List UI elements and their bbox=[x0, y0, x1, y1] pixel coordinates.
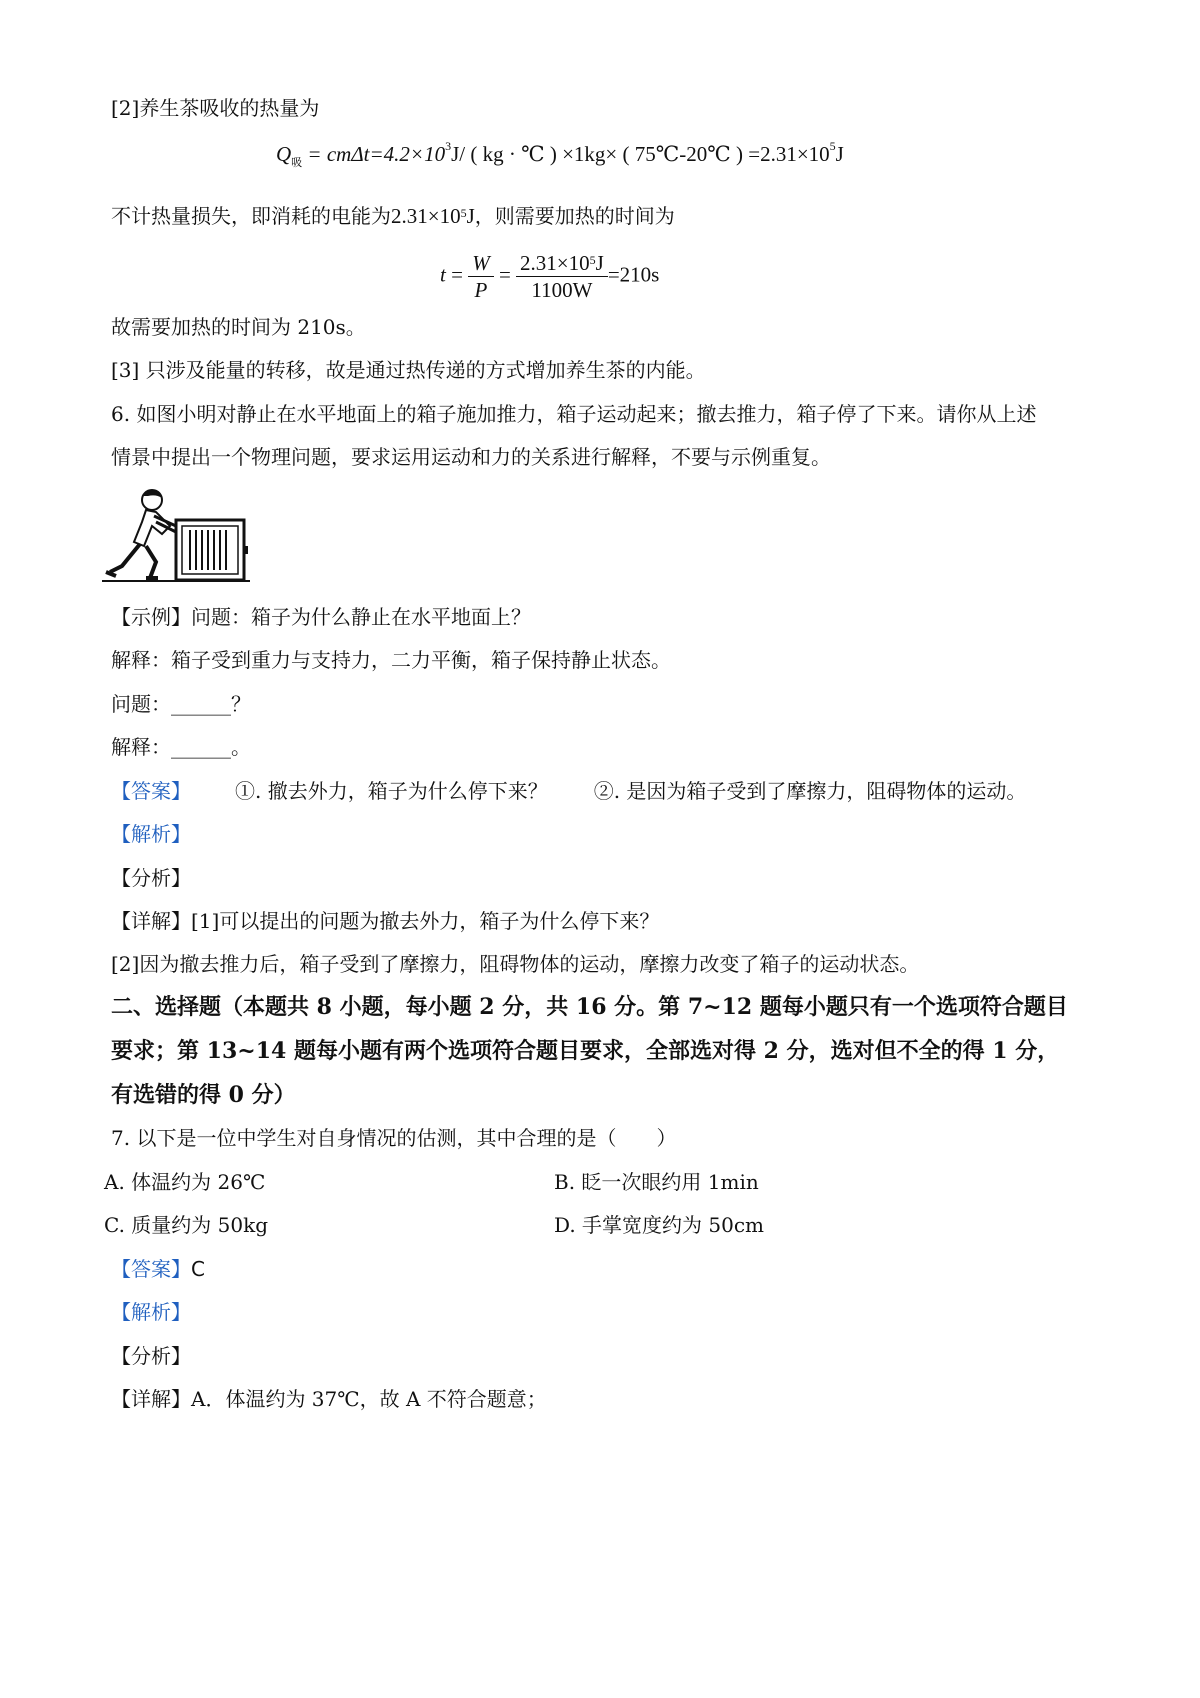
eq2-fraction-2 bbox=[516, 250, 608, 303]
eq2-den2: 1100W bbox=[531, 278, 593, 302]
detail-6-line-2: [2]因为撤去推力后，箱子受到了摩擦力，阻碍物体的运动，摩擦力改变了箱子的运动状态。 bbox=[111, 952, 920, 976]
fenxi-7-tag: 【分析】 bbox=[111, 1344, 191, 1368]
heat-equation bbox=[276, 139, 844, 170]
answer-6-part-1: ①. 撤去外力，箱子为什么停下来？ bbox=[235, 779, 548, 803]
question-6-line-2: 情景中提出一个物理问题，要求运用运动和力的关系进行解释，不要与示例重复。 bbox=[111, 445, 831, 469]
line2-unit: J bbox=[466, 204, 475, 228]
eq2-num2-unit: J bbox=[595, 251, 604, 275]
question-7: 7. 以下是一位中学生对自身情况的估测，其中合理的是（ ） bbox=[111, 1126, 677, 1150]
section-heading-line-2: 要求；第 13~14 题每小题有两个选项符合题目要求，全部选对得 2 分，选对但不全的得 1 分， bbox=[111, 1038, 1060, 1064]
eq2-num2-exp: 5 bbox=[589, 253, 596, 267]
example-explanation: 解释：箱子受到重力与支持力，二力平衡，箱子保持静止状态。 bbox=[111, 648, 671, 672]
option-d: D. 手掌宽度约为 50cm bbox=[554, 1213, 765, 1237]
question-6-line-1: 6. 如图小明对静止在水平地面上的箱子施加推力，箱子运动起来；撤去推力，箱子停了下来。请你从上述 bbox=[111, 402, 1037, 426]
section-heading-line-3: 有选错的得 0 分） bbox=[111, 1082, 296, 1108]
text-line: [3] 只涉及能量的转移，故是通过热传递的方式增加养生茶的内能。 bbox=[111, 358, 706, 382]
text-line bbox=[111, 202, 675, 230]
option-a: A. 体温约为 26℃ bbox=[104, 1170, 266, 1194]
line2-value bbox=[391, 204, 475, 228]
section-heading-line-1: 二、选择题（本题共 8 小题，每小题 2 分，共 16 分。第 7~12 题每小题只有一个选项符合题目 bbox=[111, 994, 1068, 1020]
eq-rest: J/ ( kg · ℃ ) ×1kg× ( 75℃-20℃ ) =2.31×10 bbox=[451, 142, 830, 166]
analysis-7-tag: 【解析】 bbox=[111, 1300, 191, 1324]
line2-number: 2.31×10 bbox=[391, 204, 461, 228]
eq-end: J bbox=[835, 142, 844, 166]
eq-q-symbol: Q bbox=[276, 142, 292, 166]
answer-7-tag: 【答案】 bbox=[111, 1257, 191, 1281]
eq-q-subscript: 吸 bbox=[291, 157, 303, 170]
eq2-result: =210s bbox=[607, 262, 660, 287]
line2-tail: ，则需要加热的时间为 bbox=[474, 204, 675, 228]
eq2-fraction-1 bbox=[468, 250, 494, 303]
eq-exp-2: 5 bbox=[829, 139, 836, 153]
answer-6 bbox=[111, 777, 1026, 805]
answer-6-part-2: ②. 是因为箱子受到了摩擦力，阻碍物体的运动。 bbox=[593, 779, 1027, 803]
eq2-t: t bbox=[440, 262, 446, 287]
eq2-num1: W bbox=[468, 250, 494, 277]
fenxi-tag: 【分析】 bbox=[111, 866, 191, 890]
line2-text: 不计热量损失，即消耗的电能为 bbox=[111, 204, 391, 228]
analysis-tag: 【解析】 bbox=[111, 822, 191, 846]
eq-body: = cmΔt=4.2×10 bbox=[302, 142, 446, 166]
option-b: B. 眨一次眼约用 1min bbox=[554, 1170, 759, 1194]
blank-explanation: 解释：______。 bbox=[111, 735, 251, 759]
text-line: [2]养生茶吸收的热量为 bbox=[111, 96, 320, 120]
line2-exponent: 5 bbox=[460, 206, 467, 220]
answer-7-value: C bbox=[191, 1257, 205, 1281]
time-equation: t = $\frac{W}{P}$ = $\frac{2.31\times 10^5J}{1100W}$ =210s bbox=[440, 251, 660, 302]
text-line: 故需要加热的时间为 210s。 bbox=[111, 315, 366, 339]
answer-7 bbox=[111, 1255, 205, 1283]
example-question: 【示例】问题：箱子为什么静止在水平地面上？ bbox=[111, 605, 531, 629]
eq2-num2 bbox=[516, 250, 608, 277]
detail-6-line-1: 【详解】[1]可以提出的问题为撤去外力，箱子为什么停下来？ bbox=[111, 909, 660, 933]
answer-tag: 【答案】 bbox=[111, 779, 191, 803]
eq-exp-1: 3 bbox=[445, 139, 452, 153]
eq2-equals: = bbox=[445, 262, 469, 287]
blank-question: 问题：______？ bbox=[111, 692, 251, 716]
eq2-num2-number: 2.31×10 bbox=[520, 251, 590, 275]
detail-7: 【详解】A．体温约为 37℃，故 A 不符合题意； bbox=[111, 1387, 547, 1411]
boy-pushing-box-figure bbox=[100, 486, 260, 586]
option-c: C. 质量约为 50kg bbox=[104, 1213, 269, 1237]
eq2-den1: P bbox=[474, 278, 488, 302]
